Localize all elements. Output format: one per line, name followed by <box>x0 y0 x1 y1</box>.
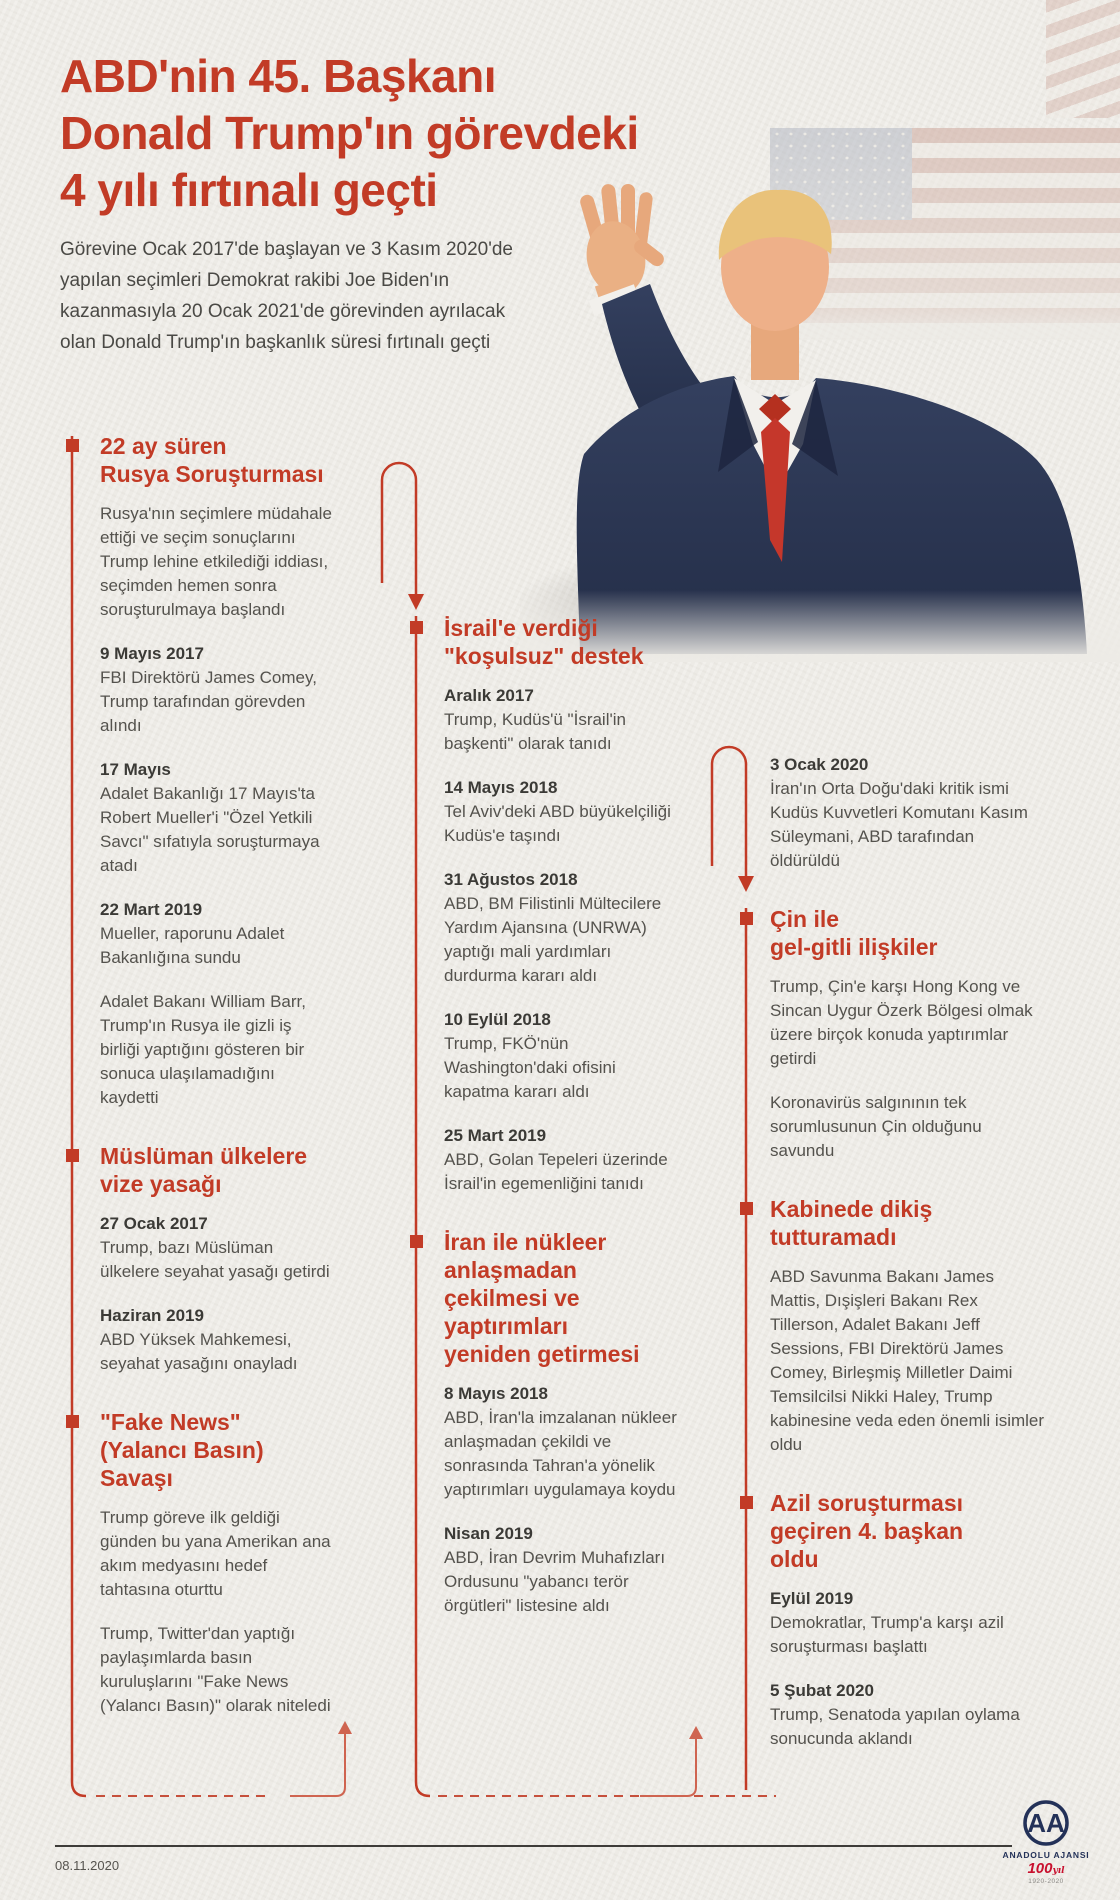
section-heading-line: "koşulsuz" destek <box>444 643 644 669</box>
timeline-section <box>100 1408 334 1718</box>
bullet-marker-icon <box>66 439 79 452</box>
section-heading <box>770 1489 1046 1573</box>
timeline-column-3 <box>746 753 1046 1751</box>
page-title <box>60 48 640 219</box>
event <box>100 758 334 878</box>
event-text: Trump, Twitter'dan yaptığı paylaşımlarda basın kuruluşlarını "Fake News (Yalancı Basın)" olarak niteledi <box>100 1624 331 1715</box>
section-heading-line: "Fake News" <box>100 1409 241 1435</box>
bullet-marker-icon <box>740 912 753 925</box>
event-text: ABD Yüksek Mahkemesi, seyahat yasağını onayladı <box>100 1330 298 1373</box>
event-text: İran'ın Orta Doğu'daki kritik ismi Kudüs Kuvvetleri Komutanı Kasım Süleymani, ABD tarafından öldürüldü <box>770 779 1028 870</box>
event-text: Trump göreve ilk geldiği günden bu yana Amerikan ana akım medyasını hedef tahtasına oturttu <box>100 1508 331 1599</box>
section-heading <box>100 1142 334 1198</box>
event <box>444 1008 684 1104</box>
flow-arrow-down-icon <box>408 594 424 610</box>
bullet-marker-icon <box>740 1202 753 1215</box>
event <box>770 975 1046 1071</box>
section-heading-line: oldu <box>770 1546 819 1572</box>
event <box>100 642 334 738</box>
section-heading-line: Kabinede dikiş <box>770 1196 933 1222</box>
event-date: Aralık 2017 <box>444 686 534 705</box>
bullet-marker-icon <box>410 1235 423 1248</box>
bullet-marker-icon <box>66 1415 79 1428</box>
event-text: Tel Aviv'deki ABD büyükelçiliği Kudüs'e taşındı <box>444 802 671 845</box>
event <box>100 1304 334 1376</box>
timeline-column-1 <box>72 432 334 1718</box>
event-date: 25 Mart 2019 <box>444 1126 547 1145</box>
event-text: Rusya'nın seçimlere müdahale ettiği ve seçim sonuçlarını Trump lehine etkilediği iddiası, seçimden hemen sonra soruşturulmaya başlandı <box>100 504 332 619</box>
event-text: Adalet Bakanı William Barr, Trump'ın Rusya ile gizli iş birliği yaptığını gösteren bir sonuca ulaşılamadığını kaydetti <box>100 992 306 1107</box>
section-heading-line: Rusya Soruşturması <box>100 461 324 487</box>
event-date: 9 Mayıs 2017 <box>100 644 204 663</box>
anniversary-years: 1920-2020 <box>1028 1878 1064 1885</box>
event-text: Trump, Kudüs'ü "İsrail'in başkenti" olarak tanıdı <box>444 710 626 753</box>
section-heading <box>770 1195 1046 1251</box>
event-date: 5 Şubat 2020 <box>770 1681 874 1700</box>
bullet-marker-icon <box>66 1149 79 1162</box>
section-heading-line: geçiren 4. başkan <box>770 1518 964 1544</box>
page-title-line: ABD'nin 45. Başkanı <box>60 50 497 102</box>
timeline-section <box>100 1142 334 1376</box>
event-date: 14 Mayıs 2018 <box>444 778 558 797</box>
event <box>100 898 334 970</box>
timeline-section <box>444 614 684 1196</box>
bullet-marker-icon <box>740 1496 753 1509</box>
event-text: Trump, bazı Müslüman ülkelere seyahat yasağı getirdi <box>100 1238 330 1281</box>
event-text: Mueller, raporunu Adalet Bakanlığına sundu <box>100 924 285 967</box>
page-title-line: 4 yılı fırtınalı geçti <box>60 164 438 216</box>
section-heading-line: yeniden getirmesi <box>444 1341 640 1367</box>
svg-text:AA: AA <box>1027 1808 1065 1838</box>
anniversary-number: 100 <box>1027 1860 1053 1877</box>
section-heading-line: vize yasağı <box>100 1171 222 1197</box>
event <box>770 1091 1046 1163</box>
section-heading-line: tutturamadı <box>770 1224 897 1250</box>
section-heading-line: İsrail'e verdiği <box>444 615 598 641</box>
anniversary-label <box>1000 1862 1092 1878</box>
section-heading-line: yaptırımları <box>444 1313 568 1339</box>
section-heading-line: gel-gitli ilişkiler <box>770 934 938 960</box>
event-date: 3 Ocak 2020 <box>770 755 869 774</box>
section-heading-line: Müslüman ülkelere <box>100 1143 308 1169</box>
event-date: Haziran 2019 <box>100 1306 204 1325</box>
section-heading-line: Çin ile <box>770 906 840 932</box>
trump-photo-illustration <box>520 142 1120 662</box>
flow-arrow-up-icon <box>338 1721 352 1734</box>
event-date: 8 Mayıs 2018 <box>444 1384 548 1403</box>
section-heading <box>100 1408 334 1492</box>
event <box>100 502 334 622</box>
up-arrow-connector <box>640 1737 696 1796</box>
section-heading-line: 22 ay süren <box>100 433 227 459</box>
timeline-section <box>770 1195 1046 1457</box>
section-heading-line: anlaşmadan <box>444 1257 577 1283</box>
section-heading <box>100 432 334 488</box>
event <box>770 1265 1046 1457</box>
event-text: Koronavirüs salgınının tek sorumlusunun Çin olduğunu savundu <box>770 1093 982 1160</box>
timeline-section <box>444 1228 684 1618</box>
event-text: ABD, İran Devrim Muhafızları Ordusunu "yabancı terör örgütleri" listesine aldı <box>444 1548 666 1615</box>
event-text: Trump, Çin'e karşı Hong Kong ve Sincan Uygur Özerk Bölgesi olmak üzere birçok konuda yaptırımlar getirdi <box>770 977 1033 1068</box>
event-date: 10 Eylül 2018 <box>444 1010 551 1029</box>
event <box>100 1622 334 1718</box>
section-heading-line: Savaşı <box>100 1465 173 1491</box>
event <box>444 1522 684 1618</box>
timeline-column-2 <box>416 614 684 1618</box>
event-text: Demokratlar, Trump'a karşı azil soruşturması başlattı <box>770 1613 1004 1656</box>
up-arrow-connector <box>290 1732 345 1796</box>
event-date: 22 Mart 2019 <box>100 900 203 919</box>
event-date: 27 Ocak 2017 <box>100 1214 208 1233</box>
event-text: Trump, Senatoda yapılan oylama sonucunda aklandı <box>770 1705 1020 1748</box>
event-date: 17 Mayıs <box>100 760 171 779</box>
flow-arrow-up-icon <box>689 1726 703 1739</box>
event-date: 31 Ağustos 2018 <box>444 870 578 889</box>
event-text: Adalet Bakanlığı 17 Mayıs'ta Robert Mueller'i "Özel Yetkili Savcı" sıfatıyla soruşturmaya atadı <box>100 784 320 875</box>
bullet-marker-icon <box>410 621 423 634</box>
event <box>444 684 684 756</box>
timeline-section <box>770 905 1046 1163</box>
event <box>444 868 684 988</box>
section-heading <box>444 614 684 670</box>
event <box>444 1124 684 1196</box>
anniversary-suffix: yıl <box>1052 1866 1065 1876</box>
section-heading <box>444 1228 684 1368</box>
event <box>100 990 334 1110</box>
event <box>100 1506 334 1602</box>
publish-date: 08.11.2020 <box>55 1858 120 1873</box>
event-text: ABD, İran'la imzalanan nükleer anlaşmadan çekildi ve sonrasında Tahran'a yönelik yaptırımları uygulamaya koydu <box>444 1408 677 1499</box>
section-heading-line: (Yalancı Basın) <box>100 1437 264 1463</box>
event-date: Eylül 2019 <box>770 1589 854 1608</box>
event <box>770 1587 1046 1659</box>
event-text: ABD Savunma Bakanı James Mattis, Dışişleri Bakanı Rex Tillerson, Adalet Bakanı Jeff Sessions, FBI Direktörü James Comey, Birleşmiş Milletler Daimi Temsilcilsi Nikki Haley, Trump kabinesine veda eden önemli isimler oldu <box>770 1267 1045 1454</box>
event-text: ABD, Golan Tepeleri üzerinde İsrail'in egemenliğini tanıdı <box>444 1150 668 1193</box>
agency-logo <box>1000 1796 1092 1885</box>
section-heading-line: çekilmesi ve <box>444 1285 580 1311</box>
section-heading-line: İran ile nükleer <box>444 1229 607 1255</box>
aa-monogram-icon <box>1020 1796 1072 1848</box>
event-date: Nisan 2019 <box>444 1524 533 1543</box>
section-heading <box>770 905 1046 961</box>
flow-arch-connector <box>712 747 746 876</box>
intro-text: Görevine Ocak 2017'de başlayan ve 3 Kasım 2020'de yapılan seçimleri Demokrat rakibi Joe Biden'ın kazanmasıyla 20 Ocak 2021'de görevinden ayrılacak olan Donald Trump'ın başkanlık süresi fırtınalı geçti <box>60 239 513 353</box>
agency-name: ANADOLU AJANSI <box>1002 1850 1090 1860</box>
event-text: FBI Direktörü James Comey, Trump tarafından görevden alındı <box>100 668 317 735</box>
event-text: ABD, BM Filistinli Mültecilere Yardım Ajansına (UNRWA) yaptığı mali yardımları durdurma kararı aldı <box>444 894 662 985</box>
footer-divider <box>55 1845 1012 1847</box>
us-flag-corner-stripes <box>1046 0 1120 118</box>
event-text: Trump, FKÖ'nün Washington'daki ofisini kapatma kararı aldı <box>444 1034 616 1101</box>
flow-arch-connector <box>382 463 416 594</box>
timeline-section <box>100 432 334 1110</box>
event <box>444 776 684 848</box>
lead-event <box>770 753 1046 873</box>
page-title-line: Donald Trump'ın görevdeki <box>60 107 639 159</box>
event <box>100 1212 334 1284</box>
event <box>770 1679 1046 1751</box>
section-heading-line: Azil soruşturması <box>770 1490 963 1516</box>
timeline-section <box>770 1489 1046 1751</box>
event <box>444 1382 684 1502</box>
